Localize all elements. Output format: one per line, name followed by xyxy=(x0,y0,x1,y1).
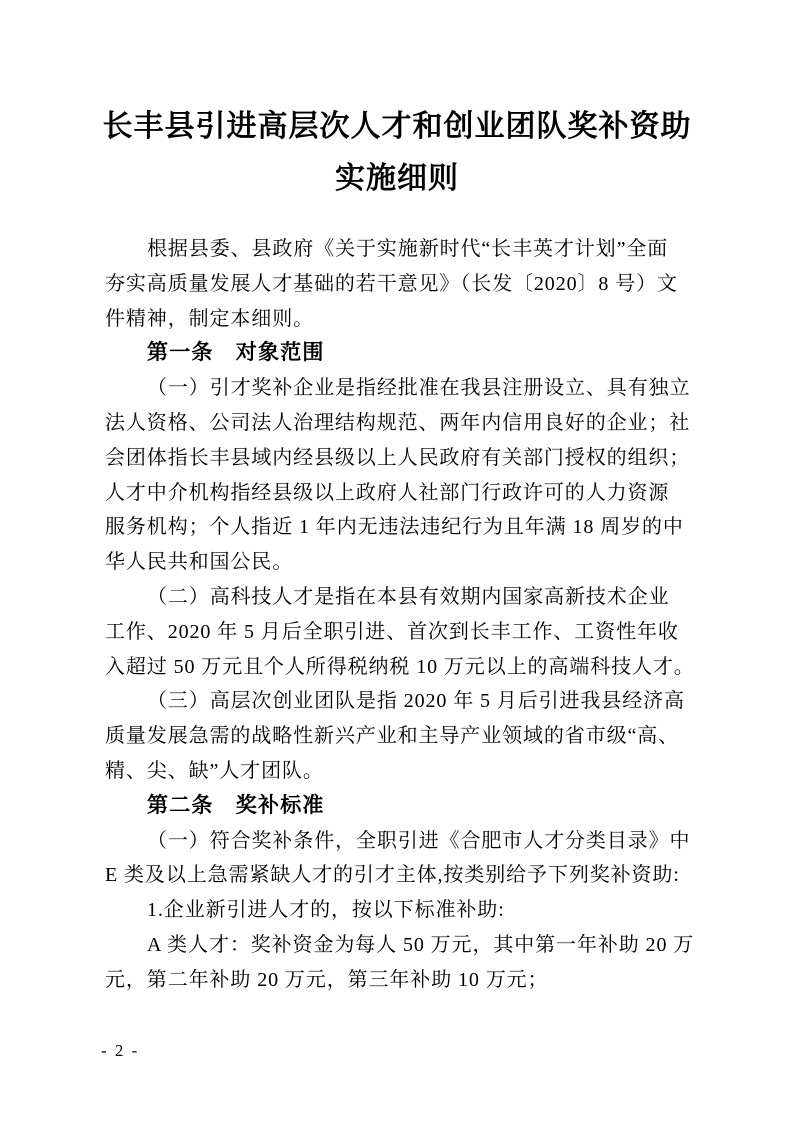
text-line: 华人民共和国公民。 xyxy=(105,551,294,574)
document-title xyxy=(0,101,794,205)
text-line: 夯实高质量发展人才基础的若干意见》（长发〔2020〕8 号）文 xyxy=(105,272,678,295)
text-line: 服务机构；个人指近 1 年内无违法违纪行为且年满 18 周岁的中 xyxy=(105,516,684,539)
text-line: 根据县委、县政府《关于实施新时代“长丰英才计划”全面 xyxy=(147,238,669,260)
text-line: E 类及以上急需紧缺人才的引才主体,按类别给予下列奖补资助: xyxy=(105,864,680,887)
text-line: 人才中介机构指经县级以上政府人社部门行政许可的人力资源 xyxy=(105,481,670,504)
text-line: 工作、2020 年 5 月后全职引进、首次到长丰工作、工资性年收 xyxy=(105,620,679,643)
text-line: 精、尖、缺”人才团队。 xyxy=(105,759,324,782)
section-heading: 第一条 对象范围 xyxy=(147,341,325,365)
text-line: （三）高层次创业团队是指 2020 年 5 月后引进我县经济高 xyxy=(147,690,685,713)
text-line: 法人资格、公司法人治理结构规范、两年内信用良好的企业；社 xyxy=(105,411,691,434)
section-heading: 第二条 奖补标准 xyxy=(147,793,325,817)
text-line: 会团体指长丰县域内经县级以上人民政府有关部门授权的组织； xyxy=(105,446,691,469)
text-line: （二）高科技人才是指在本县有效期内国家高新技术企业 xyxy=(147,585,670,608)
text-line: 件精神，制定本细则。 xyxy=(105,307,314,330)
text-line: 入超过 50 万元且个人所得税纳税 10 万元以上的高端科技人才。 xyxy=(105,655,695,678)
text-line: （一）符合奖补条件，全职引进《合肥市人才分类目录》中 xyxy=(147,829,691,852)
text-line: （一）引才奖补企业是指经批准在我县注册设立、具有独立 xyxy=(147,377,691,400)
text-line: 1.企业新引进人才的，按以下标准补助: xyxy=(147,899,505,922)
page-number: - 2 - xyxy=(101,1041,140,1060)
text-line: A 类人才：奖补资金为每人 50 万元，其中第一年补助 20 万 xyxy=(147,933,695,956)
document-title-line-2: 实施细则 xyxy=(335,162,459,195)
document-title-line-1: 长丰县引进高层次人才和创业团队奖补资助 xyxy=(102,110,692,143)
text-line: 质量发展急需的战略性新兴产业和主导产业领域的省市级“高、 xyxy=(105,725,680,748)
text-line: 元，第二年补助 20 万元，第三年补助 10 万元； xyxy=(105,968,549,991)
document-body xyxy=(105,232,705,998)
